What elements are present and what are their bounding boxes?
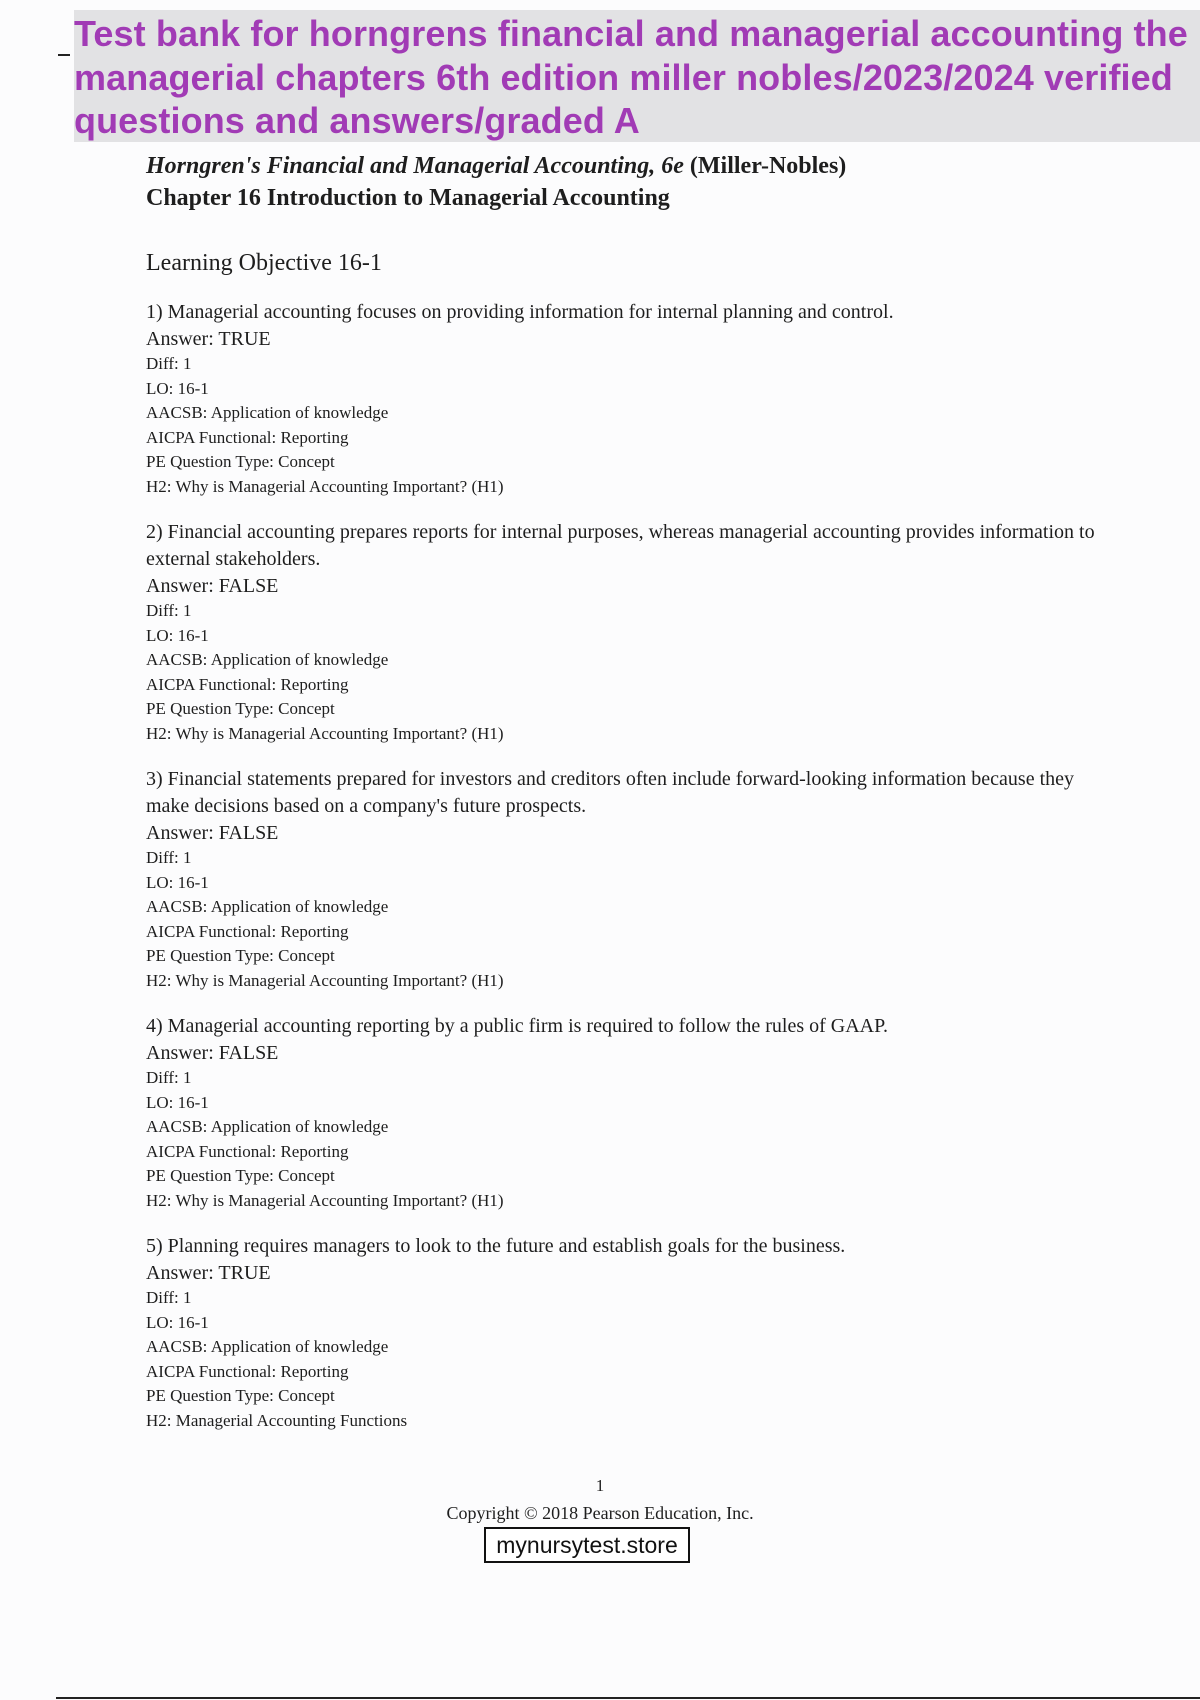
- document-body: [146, 150, 1106, 1453]
- question-lo: LO: 16-1: [146, 625, 209, 645]
- question-lo: LO: 16-1: [146, 1312, 209, 1332]
- question-aicpa: AICPA Functional: Reporting: [146, 1361, 349, 1381]
- question-aicpa: AICPA Functional: Reporting: [146, 674, 349, 694]
- question-item: [146, 1013, 1106, 1213]
- book-title-line: [146, 150, 1106, 182]
- question-aacsb: AACSB: Application of knowledge: [146, 650, 389, 669]
- question-text: 2) Financial accounting prepares reports for internal purposes, whereas managerial accounting provides information to external stakeholders.: [146, 521, 1095, 570]
- question-h2: H2: Managerial Accounting Functions: [146, 1410, 408, 1430]
- chapter-title: Chapter 16 Introduction to Managerial Accounting: [146, 185, 670, 211]
- question-h2: H2: Why is Managerial Accounting Important? (H1): [146, 723, 504, 743]
- book-author: (Miller-Nobles): [689, 153, 847, 179]
- question-item: [146, 1233, 1106, 1433]
- question-answer: Answer: FALSE: [146, 575, 279, 597]
- question-text: 4) Managerial accounting reporting by a public firm is required to follow the rules of GAAP.: [146, 1015, 889, 1037]
- copyright-notice: Copyright © 2018 Pearson Education, Inc.: [446, 1503, 754, 1523]
- bottom-divider: [56, 1697, 1200, 1699]
- question-answer: Answer: TRUE: [146, 328, 271, 350]
- question-aicpa: AICPA Functional: Reporting: [146, 427, 349, 447]
- store-watermark-label: mynursytest.store: [484, 1527, 690, 1563]
- question-answer: Answer: FALSE: [146, 1042, 279, 1064]
- question-diff: Diff: 1: [146, 1288, 192, 1307]
- banner-title: Test bank for horngrens financial and managerial accounting the managerial chapters 6th edition miller nobles/2023/2024 verified questions and answers/graded A: [74, 10, 1200, 142]
- question-answer: Answer: FALSE: [146, 822, 279, 844]
- question-answer: Answer: TRUE: [146, 1262, 271, 1284]
- question-item: [146, 766, 1106, 993]
- question-pe-type: PE Question Type: Concept: [146, 452, 335, 471]
- question-diff: Diff: 1: [146, 601, 192, 620]
- question-h2: H2: Why is Managerial Accounting Important? (H1): [146, 476, 504, 496]
- question-list: [146, 299, 1106, 1433]
- question-text: 5) Planning requires managers to look to the future and establish goals for the business.: [146, 1235, 846, 1257]
- question-aacsb: AACSB: Application of knowledge: [146, 897, 389, 916]
- question-item: [146, 299, 1106, 499]
- question-pe-type: PE Question Type: Concept: [146, 946, 335, 965]
- question-pe-type: PE Question Type: Concept: [146, 699, 335, 718]
- banner-dash: [58, 54, 70, 56]
- question-lo: LO: 16-1: [146, 1092, 209, 1112]
- question-aicpa: AICPA Functional: Reporting: [146, 1141, 349, 1161]
- question-h2: H2: Why is Managerial Accounting Important? (H1): [146, 1190, 504, 1210]
- question-diff: Diff: 1: [146, 848, 192, 867]
- question-item: [146, 519, 1106, 746]
- question-diff: Diff: 1: [146, 1068, 192, 1087]
- question-aicpa: AICPA Functional: Reporting: [146, 921, 349, 941]
- book-title: Horngren's Financial and Managerial Accounting, 6e: [146, 153, 684, 179]
- question-pe-type: PE Question Type: Concept: [146, 1386, 335, 1405]
- question-text: 1) Managerial accounting focuses on providing information for internal planning and control.: [146, 301, 894, 323]
- question-aacsb: AACSB: Application of knowledge: [146, 1117, 389, 1136]
- question-lo: LO: 16-1: [146, 378, 209, 398]
- question-pe-type: PE Question Type: Concept: [146, 1166, 335, 1185]
- learning-objective: Learning Objective 16-1: [146, 250, 382, 276]
- question-lo: LO: 16-1: [146, 872, 209, 892]
- question-h2: H2: Why is Managerial Accounting Important? (H1): [146, 970, 504, 990]
- question-text: 3) Financial statements prepared for investors and creditors often include forward-looking information because they make decisions based on a company's future prospects.: [146, 768, 1075, 817]
- question-aacsb: AACSB: Application of knowledge: [146, 1337, 389, 1356]
- question-diff: Diff: 1: [146, 354, 192, 373]
- page-number: 1: [595, 1476, 605, 1495]
- question-aacsb: AACSB: Application of knowledge: [146, 403, 389, 422]
